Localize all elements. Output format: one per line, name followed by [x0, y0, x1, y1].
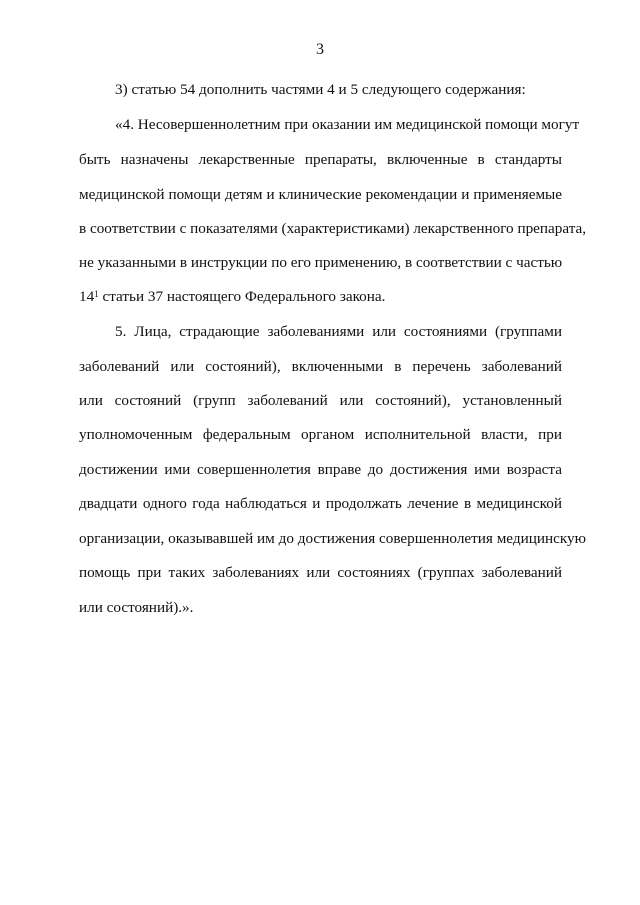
- part-4-line-tail: статьи 37 настоящего Федерального закона.: [98, 288, 386, 305]
- item-3-intro: 3) статью 54 дополнить частями 4 и 5 следующего содержания:: [115, 81, 526, 98]
- part-5-line: двадцати одного года наблюдаться и продолжать лечение в медицинской: [79, 495, 562, 512]
- part-4-line: быть назначены лекарственные препараты, включенные в стандарты: [79, 151, 562, 168]
- part-5-line: 5. Лица, страдающие заболеваниями или состояниями (группами: [115, 323, 562, 340]
- part-4-line: в соответствии с показателями (характеристиками) лекарственного препарата,: [79, 220, 587, 237]
- article-part-number: 14: [79, 288, 95, 305]
- part-5-line: помощь при таких заболеваниях или состояниях (группах заболеваний: [79, 564, 562, 581]
- part-5-line: организации, оказывавшей им до достижения совершеннолетия медицинскую: [79, 530, 586, 547]
- part-5-line: уполномоченным федеральным органом исполнительной власти, при: [79, 426, 562, 443]
- part-4-line: медицинской помощи детям и клинические рекомендации и применяемые: [79, 186, 562, 203]
- part-5-line: достижении ими совершеннолетия вправе до достижения ими возраста: [79, 461, 562, 478]
- part-5-last-line: или состояний).».: [79, 599, 194, 616]
- superscript-index: 1: [94, 289, 99, 299]
- part-4-line: не указанными в инструкции по его применению, в соответствии с частью: [79, 254, 563, 271]
- part-5-line: заболеваний или состояний), включенными в перечень заболеваний: [79, 358, 562, 375]
- part-4-line: «4. Несовершеннолетним при оказании им медицинской помощи могут: [115, 116, 580, 133]
- part-4-last-line: [79, 287, 562, 307]
- part-5-line: или состояний (групп заболеваний или состояний), установленный: [79, 392, 562, 409]
- page-number: 3: [316, 41, 324, 58]
